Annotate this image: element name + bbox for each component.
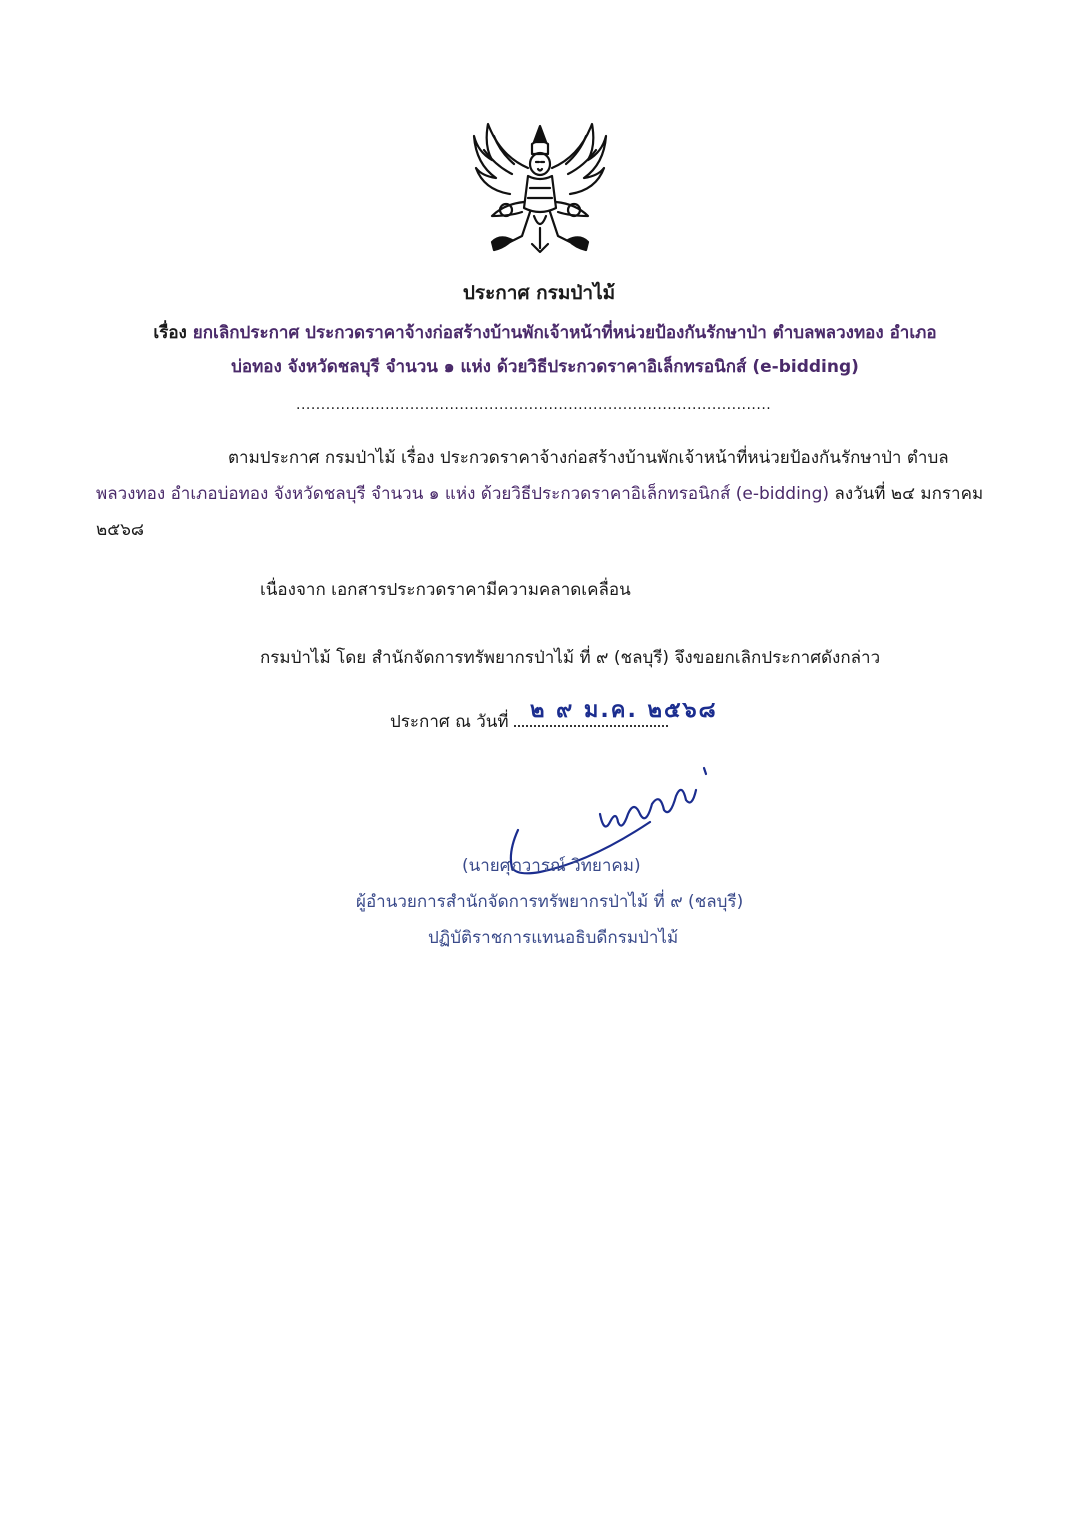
signer-position-2: ปฏิบัติราชการแทนอธิบดีกรมป่าไม้ [428,928,679,948]
signer-name: (นายศุภวารณ์ วิทยาคม) [462,856,641,876]
garuda-emblem-icon [470,116,610,266]
announced-label: ประกาศ ณ วันที่ [390,712,509,732]
separator-dots: ................................................................................................ [296,397,772,413]
paragraph-part-3: ลงวันที่ ๒๔ มกราคม ๒๕๖๘ [96,484,984,540]
subject-line-2: บ่อทอง จังหวัดชลบุรี จำนวน ๑ แห่ง ด้วยวิธีประกวดราคาอิเล็กทรอนิกส์ (e-bidding) [231,357,859,377]
paragraph-part-1: ตามประกาศ กรมป่าไม้ เรื่อง ประกวดราคาจ้างก่อสร้างบ้านพักเจ้าหน้าที่หน่วยป้องกันรักษาป่า ตำบล [228,448,949,468]
paragraph-part-2: พลวงทอง อำเภอบ่อทอง จังหวัดชลบุรี จำนวน ๑ แห่ง ด้วยวิธีประกวดราคาอิเล็กทรอนิกส์ (e-bidding) [96,484,830,504]
body-paragraph [96,440,996,548]
document-title: ประกาศ กรมป่าไม้ [462,282,616,304]
stamped-date: ๒ ๙ ม.ค. ๒๕๖๘ [530,698,718,723]
decision-text: กรมป่าไม้ โดย สำนักจัดการทรัพยากรป่าไม้ ที่ ๙ (ชลบุรี) จึงขอยกเลิกประกาศดังกล่าว [260,648,881,668]
subject-line-1: ยกเลิกประกาศ ประกวดราคาจ้างก่อสร้างบ้านพักเจ้าหน้าที่หน่วยป้องกันรักษาป่า ตำบลพลวงทอง อำเภอ [192,323,937,343]
signer-position-1: ผู้อำนวยการสำนักจัดการทรัพยากรป่าไม้ ที่ ๙ (ชลบุรี) [356,892,744,912]
subject-label: เรื่อง [153,323,187,343]
reason-text: เนื่องจาก เอกสารประกวดราคามีความคลาดเคลื่อน [260,580,631,600]
document-subject [100,316,990,384]
